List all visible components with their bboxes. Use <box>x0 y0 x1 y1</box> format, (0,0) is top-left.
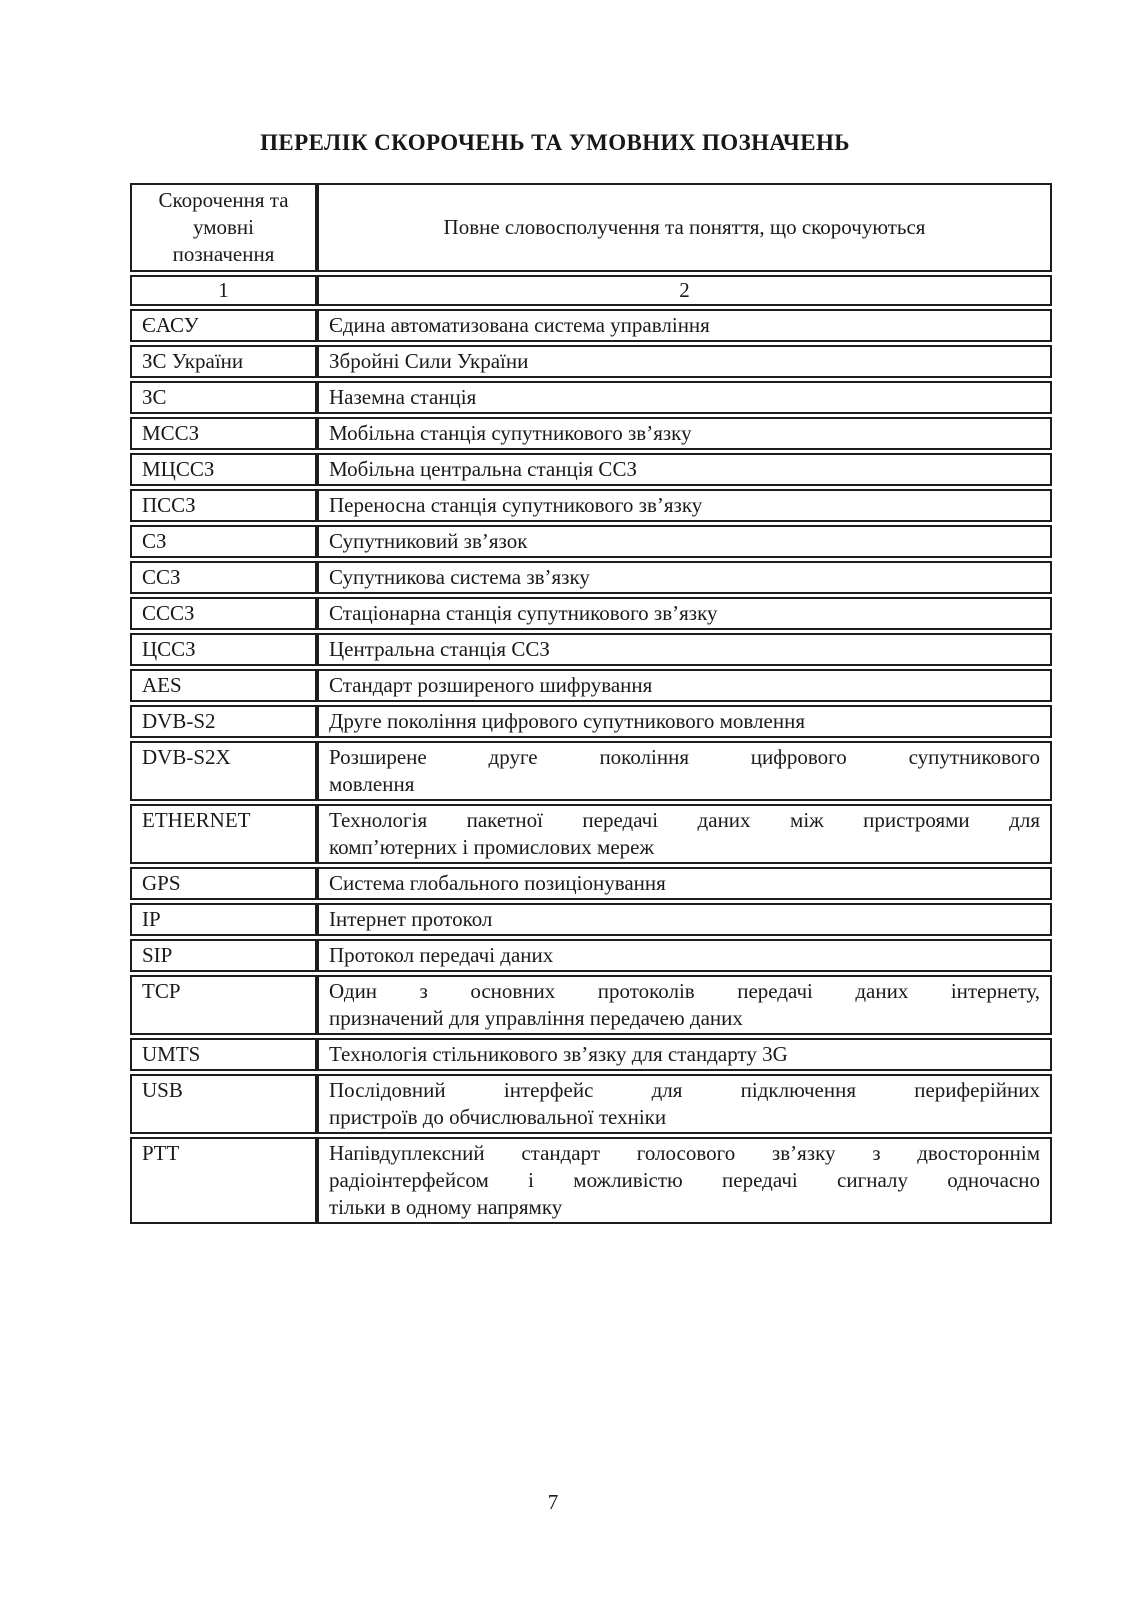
definition-line: Наземна станція <box>329 385 477 409</box>
table-row <box>130 309 1052 342</box>
abbr-cell: ССЗ <box>130 561 317 594</box>
table-row <box>130 975 1052 1035</box>
definition-line: комп’ютерних і промислових мереж <box>329 835 654 859</box>
table-row <box>130 453 1052 486</box>
definition-line: Послідовний інтерфейс для підключення периферійних <box>329 1078 1040 1102</box>
definition-line: Переносна станція супутникового зв’язку <box>329 493 703 517</box>
page-number: 7 <box>547 1490 559 1514</box>
definition-cell <box>317 1074 1052 1134</box>
definition-line: Розширене друге покоління цифрового супутникового <box>329 745 1040 769</box>
definition-cell <box>317 1137 1052 1224</box>
abbr-cell: МЦССЗ <box>130 453 317 486</box>
definition-cell <box>317 525 1052 558</box>
definition-cell <box>317 309 1052 342</box>
definition-line: Супутниковий зв’язок <box>329 529 528 553</box>
definition-line: Напівдуплексний стандарт голосового зв’язку з двостороннім <box>329 1141 1040 1165</box>
definition-cell <box>317 345 1052 378</box>
abbr-cell: СЗ <box>130 525 317 558</box>
table-row <box>130 669 1052 702</box>
definition-line: тільки в одному напрямку <box>329 1195 563 1219</box>
table-row <box>130 345 1052 378</box>
definition-line: радіоінтерфейсом і можливістю передачі сигналу одночасно <box>329 1168 1040 1192</box>
abbr-cell: GPS <box>130 867 317 900</box>
definition-cell <box>317 489 1052 522</box>
abbreviations-table <box>130 180 1052 1227</box>
column-number-1: 1 <box>130 275 317 306</box>
definition-line: Центральна станція ССЗ <box>329 637 550 661</box>
definition-cell <box>317 381 1052 414</box>
abbr-cell: PTT <box>130 1137 317 1224</box>
definition-cell <box>317 741 1052 801</box>
definition-cell <box>317 453 1052 486</box>
definition-cell <box>317 867 1052 900</box>
definition-cell <box>317 561 1052 594</box>
table-row <box>130 633 1052 666</box>
abbr-cell: ЗС України <box>130 345 317 378</box>
definition-cell <box>317 597 1052 630</box>
definition-line: Протокол передачі даних <box>329 943 554 967</box>
column-number-row <box>130 275 1052 306</box>
abbr-cell: ЗС <box>130 381 317 414</box>
definition-cell <box>317 417 1052 450</box>
table-row <box>130 525 1052 558</box>
abbreviations-table-body <box>130 183 1052 1224</box>
definition-cell <box>317 975 1052 1035</box>
definition-cell <box>317 939 1052 972</box>
definition-line: Єдина автоматизована система управління <box>329 313 710 337</box>
definition-line: Стандарт розширеного шифрування <box>329 673 653 697</box>
table-row <box>130 1038 1052 1071</box>
definition-line: Система глобального позиціонування <box>329 871 666 895</box>
table-row <box>130 804 1052 864</box>
table-row <box>130 597 1052 630</box>
definition-line: призначений для управління передачею даних <box>329 1006 743 1030</box>
definition-line: Технологія стільникового зв’язку для стандарту 3G <box>329 1042 788 1066</box>
header-cell-abbreviation: Скорочення та умовні позначення <box>130 183 317 272</box>
definition-cell <box>317 633 1052 666</box>
abbr-cell: ETHERNET <box>130 804 317 864</box>
table-row <box>130 741 1052 801</box>
table-row <box>130 939 1052 972</box>
definition-cell <box>317 1038 1052 1071</box>
abbr-cell: DVB-S2 <box>130 705 317 738</box>
definition-cell <box>317 705 1052 738</box>
definition-cell <box>317 804 1052 864</box>
abbr-cell: СССЗ <box>130 597 317 630</box>
abbr-cell: IP <box>130 903 317 936</box>
table-header-row <box>130 183 1052 272</box>
definition-line: Технологія пакетної передачі даних між пристроями для <box>329 808 1040 832</box>
definition-line: Один з основних протоколів передачі даних інтернету, <box>329 979 1040 1003</box>
definition-line: Мобільна станція супутникового зв’язку <box>329 421 692 445</box>
abbr-cell: AES <box>130 669 317 702</box>
table-row <box>130 561 1052 594</box>
page-title: ПЕРЕЛІК СКОРОЧЕНЬ ТА УМОВНИХ ПОЗНАЧЕНЬ <box>260 130 850 155</box>
definition-line: Інтернет протокол <box>329 907 493 931</box>
definition-line: мовлення <box>329 772 415 796</box>
abbr-cell: USB <box>130 1074 317 1134</box>
table-row <box>130 417 1052 450</box>
definition-cell <box>317 669 1052 702</box>
abbr-cell: ЄАСУ <box>130 309 317 342</box>
table-row <box>130 705 1052 738</box>
abbr-cell: DVB-S2X <box>130 741 317 801</box>
abbr-cell: UMTS <box>130 1038 317 1071</box>
abbr-cell: TCP <box>130 975 317 1035</box>
definition-line: Друге покоління цифрового супутникового мовлення <box>329 709 805 733</box>
table-row <box>130 1074 1052 1134</box>
table-row <box>130 1137 1052 1224</box>
definition-line: Супутникова система зв’язку <box>329 565 590 589</box>
table-row <box>130 903 1052 936</box>
abbr-cell: SIP <box>130 939 317 972</box>
table-row <box>130 867 1052 900</box>
abbr-cell: ПССЗ <box>130 489 317 522</box>
abbr-cell: МССЗ <box>130 417 317 450</box>
definition-line: Стаціонарна станція супутникового зв’язку <box>329 601 718 625</box>
abbr-cell: ЦССЗ <box>130 633 317 666</box>
definition-line: Мобільна центральна станція ССЗ <box>329 457 637 481</box>
definition-line: Збройні Сили України <box>329 349 529 373</box>
definition-cell <box>317 903 1052 936</box>
header-cell-definition: Повне словосполучення та поняття, що скорочуються <box>317 183 1052 272</box>
table-row <box>130 381 1052 414</box>
definition-line: пристроїв до обчислювальної техніки <box>329 1105 667 1129</box>
column-number-2: 2 <box>317 275 1052 306</box>
table-row <box>130 489 1052 522</box>
